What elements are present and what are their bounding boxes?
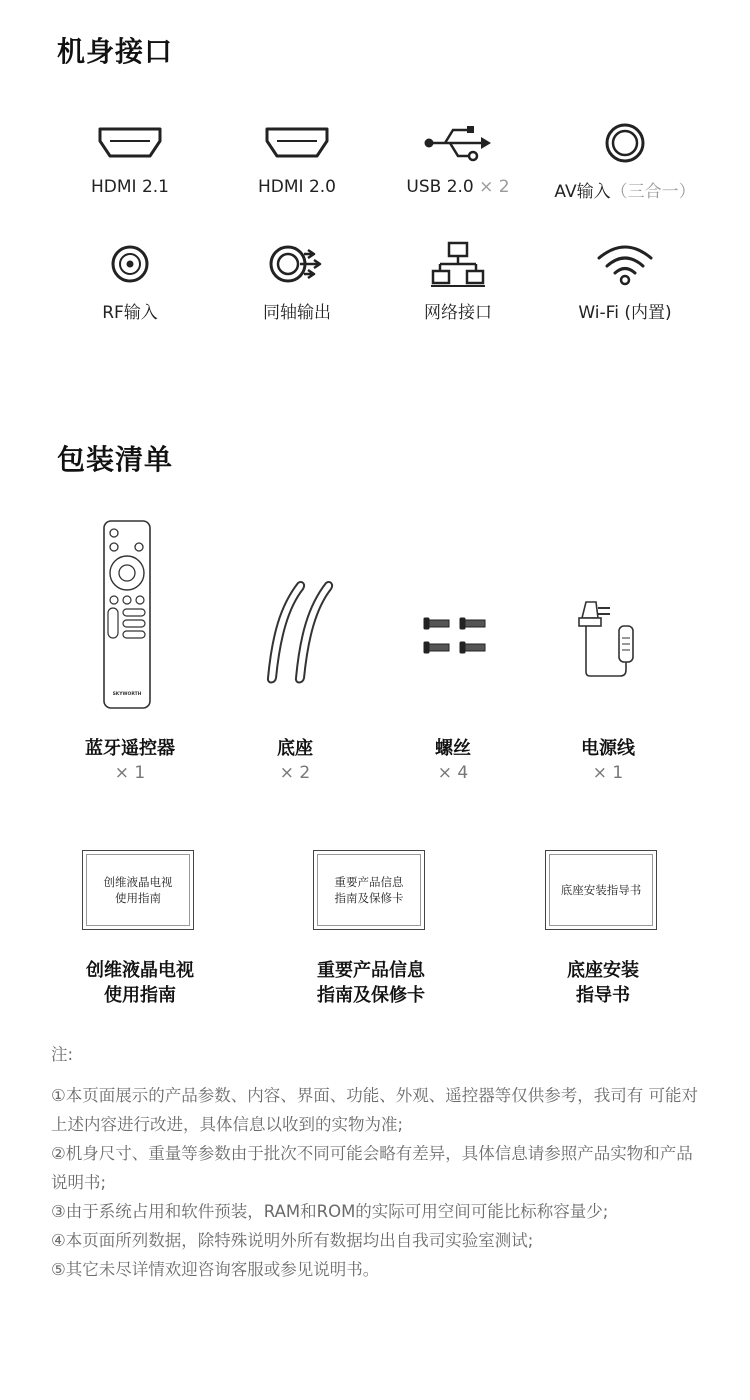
package-item-qty: × 1 xyxy=(114,763,146,783)
package-item-screws xyxy=(368,734,538,783)
port-label: HDMI 2.1 xyxy=(91,177,169,197)
package-item-qty: × 1 xyxy=(592,763,624,783)
package-item-name: 底座 xyxy=(277,738,313,759)
port-label: HDMI 2.0 xyxy=(258,177,336,197)
manual-cover-text: 底座安装指导书 xyxy=(560,883,642,897)
package-item-name: 电源线 xyxy=(581,738,635,759)
manual-name-user-guide: 创维液晶电视 使用指南 xyxy=(86,960,194,1006)
port-label: AV输入 xyxy=(554,182,611,202)
ports-section-title: 机身接口 xyxy=(57,35,174,68)
manual-cover-warranty xyxy=(313,850,425,930)
port-hdmi-2-0 xyxy=(212,117,382,197)
av-port-icon xyxy=(540,117,710,169)
port-rf-input xyxy=(45,238,215,323)
port-hdmi-2-1 xyxy=(45,117,215,197)
note-item: ②机身尺寸、重量等参数由于批次不同可能会略有差异，具体信息请参照产品实物和产品说明书; xyxy=(51,1144,693,1192)
bluetooth-remote-image xyxy=(102,520,152,714)
manual-cover-stand-guide xyxy=(545,850,657,930)
note-item: ⑤其它未尽详情欢迎咨询客服或参见说明书。 xyxy=(51,1260,380,1279)
power-cord-image xyxy=(572,598,642,684)
stand-image xyxy=(258,578,338,690)
manual-cover-text: 创维液晶电视 使用指南 xyxy=(103,875,173,905)
note-item: ①本页面展示的产品参数、内容、界面、功能、外观、遥控器等仅供参考，我司有 可能对上述内容进行改进，具体信息以收到的实物为准; xyxy=(51,1086,699,1134)
port-usb xyxy=(373,117,543,197)
package-item-qty: × 4 xyxy=(437,763,469,783)
manual-name-stand-guide: 底座安装 指导书 xyxy=(567,960,639,1006)
rf-port-icon xyxy=(45,238,215,290)
coaxial-output-icon xyxy=(212,238,382,290)
port-av-input xyxy=(540,117,710,202)
notes-heading: 注: xyxy=(51,1045,74,1064)
remote-brand-logo: SKYWORTH xyxy=(112,692,142,697)
manual-name-warranty: 重要产品信息 指南及保修卡 xyxy=(317,960,425,1006)
port-note: （三合一） xyxy=(610,182,696,202)
usb-icon xyxy=(373,117,543,169)
notes-section xyxy=(51,1040,701,1284)
port-count: × 2 xyxy=(473,177,510,197)
port-wifi xyxy=(540,238,710,323)
port-network xyxy=(373,238,543,323)
port-label: Wi-Fi (内置) xyxy=(578,303,672,323)
port-label: 网络接口 xyxy=(424,303,492,323)
package-item-name: 螺丝 xyxy=(435,738,471,759)
note-item: ③由于系统占用和软件预装，RAM和ROM的实际可用空间可能比标称容量少; xyxy=(51,1202,609,1221)
hdmi-port-icon xyxy=(45,117,215,169)
package-item-power-cord xyxy=(523,734,693,783)
manual-cover-text: 重要产品信息 指南及保修卡 xyxy=(334,875,404,905)
package-item-name: 蓝牙遥控器 xyxy=(85,738,175,759)
wifi-icon xyxy=(540,238,710,290)
port-label: 同轴输出 xyxy=(263,303,331,323)
network-port-icon xyxy=(373,238,543,290)
package-item-stand xyxy=(210,734,380,783)
manual-cover-user-guide xyxy=(82,850,194,930)
note-item: ④本页面所列数据，除特殊说明外所有数据均出自我司实验室测试; xyxy=(51,1231,534,1250)
port-label: RF输入 xyxy=(102,303,158,323)
package-item-remote xyxy=(45,734,215,783)
hdmi-port-icon xyxy=(212,117,382,169)
screws-image xyxy=(422,610,492,664)
port-label: USB 2.0 xyxy=(406,177,474,197)
package-item-qty: × 2 xyxy=(279,763,311,783)
port-coaxial-output xyxy=(212,238,382,323)
package-section-title: 包装清单 xyxy=(57,443,174,476)
